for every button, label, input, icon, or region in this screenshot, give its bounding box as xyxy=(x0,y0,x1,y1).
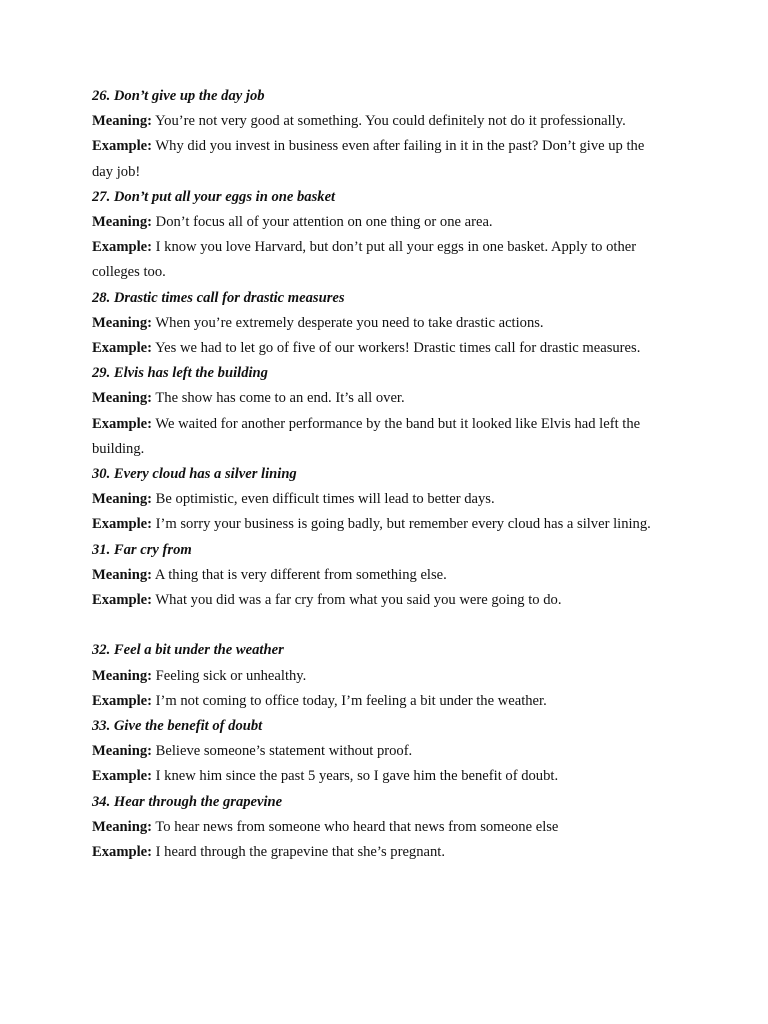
meaning-line xyxy=(92,210,668,235)
example-label: Example: xyxy=(92,768,152,785)
meaning-text: You’re not very good at something. You could definitely not do it professionally. xyxy=(155,113,626,130)
idiom-title: 32. Feel a bit under the weather xyxy=(92,642,284,659)
idiom-entry xyxy=(92,361,668,462)
meaning-line xyxy=(92,563,668,588)
example-line xyxy=(92,689,668,714)
meaning-label: Meaning: xyxy=(92,314,152,331)
idiom-entry xyxy=(92,638,668,714)
meaning-label: Meaning: xyxy=(92,667,152,684)
idiom-entry xyxy=(92,538,668,614)
example-label: Example: xyxy=(92,692,152,709)
meaning-line xyxy=(92,815,668,840)
example-text: I know you love Harvard, but don’t put all your eggs in one basket. Apply to other colleges too. xyxy=(92,239,637,281)
example-line xyxy=(92,235,668,285)
example-line xyxy=(92,512,668,537)
idiom-title: 30. Every cloud has a silver lining xyxy=(92,466,297,483)
example-label: Example: xyxy=(92,516,152,533)
meaning-label: Meaning: xyxy=(92,566,152,583)
meaning-line xyxy=(92,386,668,411)
meaning-line xyxy=(92,487,668,512)
idiom-entry xyxy=(92,286,668,362)
example-line xyxy=(92,336,668,361)
example-label: Example: xyxy=(92,592,152,609)
idiom-title: 29. Elvis has left the building xyxy=(92,365,268,382)
idiom-title: 27. Don’t put all your eggs in one basket xyxy=(92,188,336,205)
example-text: Yes we had to let go of five of our workers! Drastic times call for drastic measures. xyxy=(155,340,641,357)
example-text: What you did was a far cry from what you said you were going to do. xyxy=(155,592,562,609)
example-label: Example: xyxy=(92,844,152,861)
idiom-title: 34. Hear through the grapevine xyxy=(92,793,283,810)
example-line xyxy=(92,764,668,789)
meaning-line xyxy=(92,109,668,134)
idiom-title: 31. Far cry from xyxy=(92,541,192,558)
idiom-title: 33. Give the benefit of doubt xyxy=(92,718,263,735)
example-line xyxy=(92,840,668,865)
blank-line xyxy=(92,613,668,638)
example-label: Example: xyxy=(92,340,152,357)
meaning-text: When you’re extremely desperate you need to take drastic actions. xyxy=(155,314,544,331)
meaning-label: Meaning: xyxy=(92,491,152,508)
example-label: Example: xyxy=(92,239,152,256)
meaning-text: Don’t focus all of your attention on one thing or one area. xyxy=(155,214,493,231)
meaning-label: Meaning: xyxy=(92,743,152,760)
meaning-text: Be optimistic, even difficult times will lead to better days. xyxy=(155,491,495,508)
meaning-line xyxy=(92,664,668,689)
meaning-text: Believe someone’s statement without proof. xyxy=(155,743,413,760)
meaning-text: A thing that is very different from something else. xyxy=(154,566,447,583)
example-text: We waited for another performance by the band but it looked like Elvis had left the building. xyxy=(92,415,641,457)
meaning-text: The show has come to an end. It’s all over. xyxy=(155,390,405,407)
idiom-entry xyxy=(92,714,668,790)
meaning-text: Feeling sick or unhealthy. xyxy=(155,667,307,684)
example-line xyxy=(92,412,668,462)
meaning-line xyxy=(92,311,668,336)
meaning-label: Meaning: xyxy=(92,214,152,231)
idiom-title: 28. Drastic times call for drastic measures xyxy=(92,289,345,306)
example-text: I’m not coming to office today, I’m feeling a bit under the weather. xyxy=(155,692,547,709)
meaning-label: Meaning: xyxy=(92,113,152,130)
example-line xyxy=(92,588,668,613)
idiom-entry xyxy=(92,185,668,286)
document-page xyxy=(92,84,668,865)
idiom-entry xyxy=(92,84,668,185)
example-text: Why did you invest in business even after failing in it in the past? Don’t give up the day job! xyxy=(92,138,645,180)
idiom-entry xyxy=(92,462,668,538)
idiom-title: 26. Don’t give up the day job xyxy=(92,88,265,104)
example-text: I heard through the grapevine that she’s pregnant. xyxy=(155,844,446,861)
meaning-label: Meaning: xyxy=(92,390,152,407)
example-text: I knew him since the past 5 years, so I gave him the benefit of doubt. xyxy=(155,768,559,785)
example-text: I’m sorry your business is going badly, but remember every cloud has a silver lining. xyxy=(155,516,651,533)
meaning-line xyxy=(92,739,668,764)
example-line xyxy=(92,134,668,184)
meaning-text: To hear news from someone who heard that news from someone else xyxy=(155,818,559,835)
example-label: Example: xyxy=(92,415,152,432)
example-label: Example: xyxy=(92,138,152,155)
meaning-label: Meaning: xyxy=(92,818,152,835)
idiom-entry xyxy=(92,790,668,866)
